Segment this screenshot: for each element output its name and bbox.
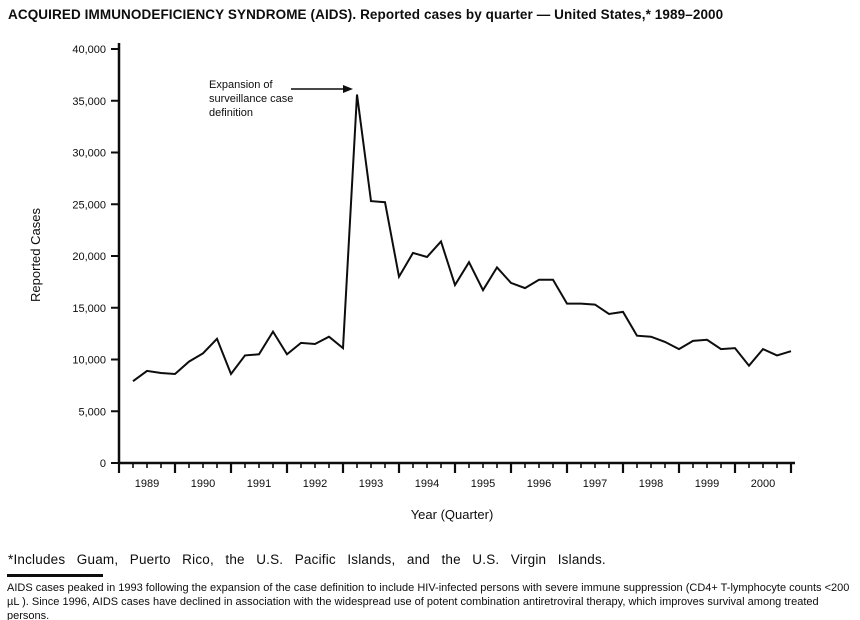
x-year-label: 1996 <box>526 478 552 490</box>
x-year-label: 1999 <box>694 478 720 490</box>
annotation-line-2: surveillance case <box>209 93 294 105</box>
x-year-label: 1990 <box>190 478 216 490</box>
y-tick-label: 35,000 <box>72 95 106 108</box>
y-tick-label: 25,000 <box>72 199 106 212</box>
x-year-label: 1989 <box>134 478 160 490</box>
x-year-label: 1997 <box>582 478 608 490</box>
y-tick-label: 20,000 <box>72 251 106 263</box>
x-year-label: 1994 <box>414 478 440 490</box>
caption: AIDS cases peaked in 1993 following the expansion of the case definition to include HIV-infected persons with severe immune suppression (CD4+ T-lymphocyte counts <200 µL ). Since 1996, AIDS cases have declined in association with the widespread use of potent combination antiretroviral therapy, which improves survival among treated persons. <box>7 582 850 620</box>
y-tick-label: 40,000 <box>72 44 106 56</box>
axes-group <box>72 43 795 490</box>
x-year-label: 1998 <box>638 478 664 490</box>
y-tick-label: 15,000 <box>72 302 106 315</box>
x-year-label: 2000 <box>750 478 776 490</box>
data-line <box>133 95 791 382</box>
y-tick-label: 5,000 <box>78 406 106 419</box>
x-year-label: 1995 <box>470 478 496 490</box>
x-year-label: 1992 <box>302 478 328 490</box>
y-axis-title: Reported Cases <box>28 208 43 302</box>
footnote: *Includes Guam, Puerto Rico, the U.S. Pacific Islands, and the U.S. Virgin Islands. <box>8 552 606 567</box>
y-tick-label: 10,000 <box>72 354 106 367</box>
annotation-arrow-icon <box>291 85 353 93</box>
x-axis-title: Year (Quarter) <box>410 507 494 522</box>
footnote-divider <box>7 574 103 577</box>
figure-title: ACQUIRED IMMUNODEFICIENCY SYNDROME (AIDS). Reported cases by quarter — United States,* 1989–2000 <box>8 7 724 22</box>
y-tick-label: 0 <box>99 458 106 470</box>
annotation-line-1: Expansion of <box>209 79 273 91</box>
y-tick-label: 30,000 <box>72 147 106 160</box>
x-year-label: 1993 <box>358 478 384 490</box>
annotation-line-3: definition <box>209 107 254 119</box>
x-year-label: 1991 <box>246 478 272 490</box>
